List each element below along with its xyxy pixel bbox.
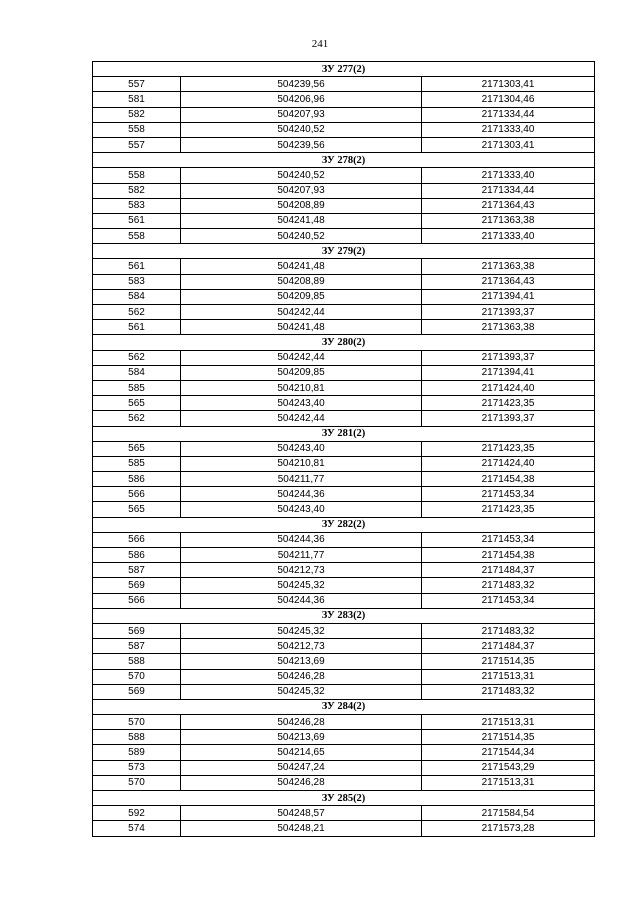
y-coordinate-cell: 2171453,34 (422, 487, 595, 502)
x-coordinate-cell: 504243,40 (181, 441, 422, 456)
group-title: ЗУ 279(2) (93, 244, 595, 259)
page-number: 241 (311, 38, 329, 50)
x-coordinate-cell: 504209,85 (181, 365, 422, 380)
x-coordinate-cell: 504212,73 (181, 563, 422, 578)
table-row (93, 760, 595, 775)
group-title: ЗУ 282(2) (93, 517, 595, 532)
table-row (93, 623, 595, 638)
group-title: ЗУ 280(2) (93, 335, 595, 350)
table-row (93, 532, 595, 547)
y-coordinate-cell: 2171424,40 (422, 380, 595, 395)
y-coordinate-cell: 2171573,28 (422, 821, 595, 836)
y-coordinate-cell: 2171394,41 (422, 289, 595, 304)
table-row (93, 289, 595, 304)
point-number-cell: 561 (93, 259, 181, 274)
point-number-cell: 586 (93, 472, 181, 487)
point-number-cell: 587 (93, 563, 181, 578)
table-row (93, 548, 595, 563)
table-row (93, 320, 595, 335)
coordinates-table (92, 61, 595, 837)
x-coordinate-cell: 504214,65 (181, 745, 422, 760)
y-coordinate-cell: 2171363,38 (422, 320, 595, 335)
y-coordinate-cell: 2171393,37 (422, 305, 595, 320)
x-coordinate-cell: 504244,36 (181, 593, 422, 608)
table-row (93, 122, 595, 137)
point-number-cell: 566 (93, 487, 181, 502)
y-coordinate-cell: 2171423,35 (422, 396, 595, 411)
point-number-cell: 573 (93, 760, 181, 775)
x-coordinate-cell: 504206,96 (181, 92, 422, 107)
point-number-cell: 583 (93, 198, 181, 213)
point-number-cell: 561 (93, 320, 181, 335)
x-coordinate-cell: 504213,69 (181, 730, 422, 745)
y-coordinate-cell: 2171513,31 (422, 775, 595, 790)
point-number-cell: 558 (93, 122, 181, 137)
table-row (93, 77, 595, 92)
table-row (93, 821, 595, 836)
y-coordinate-cell: 2171304,46 (422, 92, 595, 107)
y-coordinate-cell: 2171514,35 (422, 654, 595, 669)
x-coordinate-cell: 504243,40 (181, 396, 422, 411)
table-row (93, 168, 595, 183)
point-number-cell: 566 (93, 593, 181, 608)
y-coordinate-cell: 2171513,31 (422, 669, 595, 684)
table-row (93, 563, 595, 578)
y-coordinate-cell: 2171453,34 (422, 593, 595, 608)
x-coordinate-cell: 504244,36 (181, 487, 422, 502)
point-number-cell: 581 (93, 92, 181, 107)
point-number-cell: 561 (93, 213, 181, 228)
y-coordinate-cell: 2171424,40 (422, 456, 595, 471)
table-row (93, 775, 595, 790)
table-row (93, 259, 595, 274)
point-number-cell: 570 (93, 715, 181, 730)
table-row (93, 107, 595, 122)
x-coordinate-cell: 504248,57 (181, 806, 422, 821)
y-coordinate-cell: 2171364,43 (422, 198, 595, 213)
y-coordinate-cell: 2171514,35 (422, 730, 595, 745)
x-coordinate-cell: 504247,24 (181, 760, 422, 775)
group-header-row (93, 426, 595, 441)
x-coordinate-cell: 504240,52 (181, 229, 422, 244)
point-number-cell: 558 (93, 168, 181, 183)
group-title: ЗУ 277(2) (93, 62, 595, 77)
point-number-cell: 587 (93, 639, 181, 654)
point-number-cell: 570 (93, 669, 181, 684)
table-row (93, 137, 595, 152)
table-row (93, 578, 595, 593)
point-number-cell: 585 (93, 380, 181, 395)
point-number-cell: 565 (93, 502, 181, 517)
group-title: ЗУ 278(2) (93, 153, 595, 168)
y-coordinate-cell: 2171454,38 (422, 548, 595, 563)
point-number-cell: 584 (93, 289, 181, 304)
y-coordinate-cell: 2171363,38 (422, 259, 595, 274)
x-coordinate-cell: 504241,48 (181, 259, 422, 274)
table-row (93, 745, 595, 760)
table-row (93, 487, 595, 502)
table-row (93, 456, 595, 471)
group-header-row (93, 791, 595, 806)
table-row (93, 198, 595, 213)
x-coordinate-cell: 504207,93 (181, 107, 422, 122)
y-coordinate-cell: 2171423,35 (422, 441, 595, 456)
y-coordinate-cell: 2171334,44 (422, 107, 595, 122)
x-coordinate-cell: 504246,28 (181, 715, 422, 730)
y-coordinate-cell: 2171303,41 (422, 137, 595, 152)
y-coordinate-cell: 2171333,40 (422, 122, 595, 137)
point-number-cell: 588 (93, 730, 181, 745)
point-number-cell: 565 (93, 396, 181, 411)
point-number-cell: 569 (93, 684, 181, 699)
table-row (93, 380, 595, 395)
group-title: ЗУ 283(2) (93, 608, 595, 623)
group-header-row (93, 699, 595, 714)
point-number-cell: 574 (93, 821, 181, 836)
table-row (93, 396, 595, 411)
y-coordinate-cell: 2171423,35 (422, 502, 595, 517)
x-coordinate-cell: 504240,52 (181, 122, 422, 137)
x-coordinate-cell: 504241,48 (181, 213, 422, 228)
group-title: ЗУ 281(2) (93, 426, 595, 441)
x-coordinate-cell: 504245,32 (181, 684, 422, 699)
x-coordinate-cell: 504242,44 (181, 305, 422, 320)
point-number-cell: 584 (93, 365, 181, 380)
point-number-cell: 562 (93, 350, 181, 365)
group-header-row (93, 62, 595, 77)
coordinates-table-body (93, 62, 595, 837)
y-coordinate-cell: 2171484,37 (422, 563, 595, 578)
x-coordinate-cell: 504243,40 (181, 502, 422, 517)
x-coordinate-cell: 504246,28 (181, 669, 422, 684)
x-coordinate-cell: 504242,44 (181, 411, 422, 426)
point-number-cell: 557 (93, 77, 181, 92)
x-coordinate-cell: 504248,21 (181, 821, 422, 836)
y-coordinate-cell: 2171453,34 (422, 532, 595, 547)
group-header-row (93, 517, 595, 532)
table-row (93, 350, 595, 365)
x-coordinate-cell: 504245,32 (181, 578, 422, 593)
table-row (93, 365, 595, 380)
x-coordinate-cell: 504207,93 (181, 183, 422, 198)
point-number-cell: 569 (93, 623, 181, 638)
table-row (93, 92, 595, 107)
table-row (93, 593, 595, 608)
x-coordinate-cell: 504208,89 (181, 198, 422, 213)
point-number-cell: 569 (93, 578, 181, 593)
y-coordinate-cell: 2171483,32 (422, 684, 595, 699)
y-coordinate-cell: 2171393,37 (422, 350, 595, 365)
x-coordinate-cell: 504210,81 (181, 456, 422, 471)
point-number-cell: 570 (93, 775, 181, 790)
x-coordinate-cell: 504244,36 (181, 532, 422, 547)
y-coordinate-cell: 2171543,29 (422, 760, 595, 775)
point-number-cell: 565 (93, 441, 181, 456)
x-coordinate-cell: 504239,56 (181, 137, 422, 152)
point-number-cell: 557 (93, 137, 181, 152)
group-title: ЗУ 284(2) (93, 699, 595, 714)
y-coordinate-cell: 2171333,40 (422, 168, 595, 183)
point-number-cell: 566 (93, 532, 181, 547)
table-row (93, 639, 595, 654)
group-header-row (93, 153, 595, 168)
y-coordinate-cell: 2171484,37 (422, 639, 595, 654)
y-coordinate-cell: 2171513,31 (422, 715, 595, 730)
table-row (93, 411, 595, 426)
table-row (93, 274, 595, 289)
x-coordinate-cell: 504211,77 (181, 472, 422, 487)
y-coordinate-cell: 2171303,41 (422, 77, 595, 92)
table-row (93, 684, 595, 699)
table-row (93, 806, 595, 821)
x-coordinate-cell: 504240,52 (181, 168, 422, 183)
x-coordinate-cell: 504246,28 (181, 775, 422, 790)
group-header-row (93, 608, 595, 623)
y-coordinate-cell: 2171544,34 (422, 745, 595, 760)
x-coordinate-cell: 504212,73 (181, 639, 422, 654)
x-coordinate-cell: 504209,85 (181, 289, 422, 304)
point-number-cell: 586 (93, 548, 181, 563)
x-coordinate-cell: 504211,77 (181, 548, 422, 563)
table-row (93, 502, 595, 517)
point-number-cell: 562 (93, 411, 181, 426)
point-number-cell: 582 (93, 107, 181, 122)
table-row (93, 213, 595, 228)
x-coordinate-cell: 504213,69 (181, 654, 422, 669)
x-coordinate-cell: 504245,32 (181, 623, 422, 638)
y-coordinate-cell: 2171393,37 (422, 411, 595, 426)
group-header-row (93, 244, 595, 259)
group-header-row (93, 335, 595, 350)
y-coordinate-cell: 2171483,32 (422, 578, 595, 593)
y-coordinate-cell: 2171334,44 (422, 183, 595, 198)
point-number-cell: 592 (93, 806, 181, 821)
table-row (93, 441, 595, 456)
y-coordinate-cell: 2171584,54 (422, 806, 595, 821)
point-number-cell: 582 (93, 183, 181, 198)
y-coordinate-cell: 2171333,40 (422, 229, 595, 244)
point-number-cell: 558 (93, 229, 181, 244)
x-coordinate-cell: 504242,44 (181, 350, 422, 365)
y-coordinate-cell: 2171394,41 (422, 365, 595, 380)
table-row (93, 715, 595, 730)
table-row (93, 730, 595, 745)
y-coordinate-cell: 2171363,38 (422, 213, 595, 228)
point-number-cell: 585 (93, 456, 181, 471)
x-coordinate-cell: 504210,81 (181, 380, 422, 395)
point-number-cell: 588 (93, 654, 181, 669)
point-number-cell: 562 (93, 305, 181, 320)
y-coordinate-cell: 2171364,43 (422, 274, 595, 289)
table-row (93, 305, 595, 320)
table-row (93, 669, 595, 684)
x-coordinate-cell: 504241,48 (181, 320, 422, 335)
point-number-cell: 583 (93, 274, 181, 289)
table-row (93, 654, 595, 669)
point-number-cell: 589 (93, 745, 181, 760)
group-title: ЗУ 285(2) (93, 791, 595, 806)
table-row (93, 229, 595, 244)
y-coordinate-cell: 2171483,32 (422, 623, 595, 638)
table-row (93, 472, 595, 487)
table-row (93, 183, 595, 198)
x-coordinate-cell: 504239,56 (181, 77, 422, 92)
x-coordinate-cell: 504208,89 (181, 274, 422, 289)
y-coordinate-cell: 2171454,38 (422, 472, 595, 487)
